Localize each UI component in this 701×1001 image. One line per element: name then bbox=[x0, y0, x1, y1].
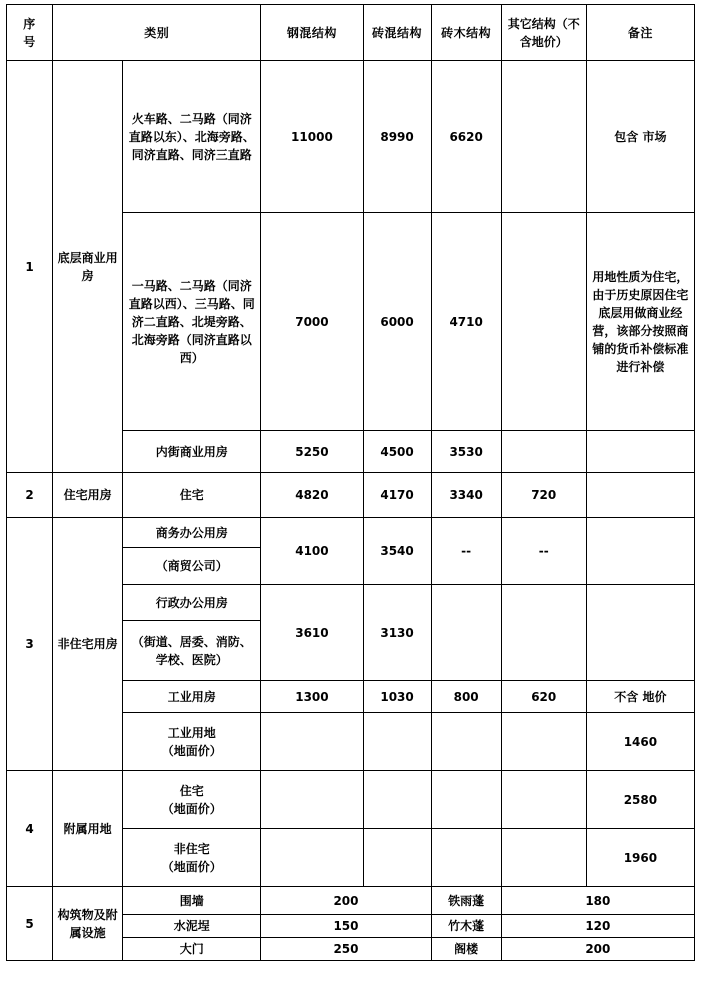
structure-name-b: 阁楼 bbox=[431, 938, 501, 961]
structure-name-b: 竹木蓬 bbox=[431, 915, 501, 938]
value-steel-concrete: 5250 bbox=[261, 431, 363, 473]
header-other-structure: 其它结构（不含地价） bbox=[501, 5, 586, 61]
sub-category: 一马路、二马路（同济直路以西）、三马路、同济二直路、北堤旁路、北海旁路（同济直路以西） bbox=[123, 213, 261, 431]
value-other bbox=[501, 829, 586, 887]
value-brick-concrete bbox=[363, 771, 431, 829]
row-remark bbox=[586, 585, 694, 681]
row-remark: 用地性质为住宅，由于历史原因住宅底层用做商业经营，该部分按照商铺的货币补偿标准进行补偿 bbox=[586, 213, 694, 431]
table-row bbox=[7, 887, 695, 915]
header-brick-wood: 砖木结构 bbox=[431, 5, 501, 61]
value-brick-wood bbox=[431, 585, 501, 681]
value-brick-concrete: 3540 bbox=[363, 518, 431, 585]
value-brick-wood bbox=[431, 771, 501, 829]
value-steel-concrete bbox=[261, 771, 363, 829]
value-brick-concrete: 4170 bbox=[363, 473, 431, 518]
row-category-5: 构筑物及附属设施 bbox=[53, 887, 123, 961]
row-index-3: 3 bbox=[7, 518, 53, 771]
sub-category bbox=[123, 771, 261, 829]
row-remark bbox=[586, 518, 694, 585]
sub-category: 内街商业用房 bbox=[123, 431, 261, 473]
value-steel-concrete bbox=[261, 713, 363, 771]
row-remark: 包含 市场 bbox=[586, 61, 694, 213]
structure-value-a: 150 bbox=[261, 915, 431, 938]
sub-category: 工业用房 bbox=[123, 681, 261, 713]
structure-value-b: 120 bbox=[501, 915, 694, 938]
header-index bbox=[7, 5, 53, 61]
value-steel-concrete: 4820 bbox=[261, 473, 363, 518]
table-header-row bbox=[7, 5, 695, 61]
document-page bbox=[0, 4, 701, 1001]
value-brick-wood: 4710 bbox=[431, 213, 501, 431]
header-index-line2: 号 bbox=[23, 34, 36, 49]
row-index-1: 1 bbox=[7, 61, 53, 473]
sub-category-line1: 非住宅 bbox=[173, 841, 210, 856]
row-remark: 2580 bbox=[586, 771, 694, 829]
structure-name-b: 铁雨蓬 bbox=[431, 887, 501, 915]
value-brick-wood bbox=[431, 829, 501, 887]
sub-category-line1: 工业用地 bbox=[167, 725, 216, 740]
table-row bbox=[7, 518, 695, 548]
value-brick-wood: 800 bbox=[431, 681, 501, 713]
value-other bbox=[501, 713, 586, 771]
header-steel-concrete: 钢混结构 bbox=[261, 5, 363, 61]
value-steel-concrete: 1300 bbox=[261, 681, 363, 713]
table-row bbox=[7, 61, 695, 213]
value-brick-wood: 3340 bbox=[431, 473, 501, 518]
value-brick-wood: -- bbox=[431, 518, 501, 585]
sub-category-line2: （地面价） bbox=[161, 801, 222, 816]
value-steel-concrete bbox=[261, 829, 363, 887]
row-remark: 1960 bbox=[586, 829, 694, 887]
value-other bbox=[501, 431, 586, 473]
structure-value-a: 200 bbox=[261, 887, 431, 915]
value-brick-concrete: 8990 bbox=[363, 61, 431, 213]
value-brick-wood bbox=[431, 713, 501, 771]
compensation-standards-table bbox=[6, 4, 695, 961]
value-steel-concrete: 11000 bbox=[261, 61, 363, 213]
sub-category-line1: 住宅 bbox=[179, 783, 204, 798]
structure-value-b: 180 bbox=[501, 887, 694, 915]
table-row bbox=[7, 771, 695, 829]
sub-category-note: （街道、居委、消防、学校、医院） bbox=[123, 621, 261, 681]
sub-category: 行政办公用房 bbox=[123, 585, 261, 621]
row-remark: 1460 bbox=[586, 713, 694, 771]
sub-category: 商务办公用房 bbox=[123, 518, 261, 548]
structure-value-a: 250 bbox=[261, 938, 431, 961]
value-other: 620 bbox=[501, 681, 586, 713]
row-remark bbox=[586, 473, 694, 518]
sub-category-line2: （地面价） bbox=[161, 743, 222, 758]
row-category-4: 附属用地 bbox=[53, 771, 123, 887]
sub-category-note: （商贸公司） bbox=[123, 548, 261, 585]
value-brick-concrete: 4500 bbox=[363, 431, 431, 473]
value-steel-concrete: 7000 bbox=[261, 213, 363, 431]
value-other bbox=[501, 213, 586, 431]
row-remark bbox=[586, 431, 694, 473]
value-brick-wood: 6620 bbox=[431, 61, 501, 213]
header-category: 类别 bbox=[53, 5, 261, 61]
row-index-4: 4 bbox=[7, 771, 53, 887]
value-other bbox=[501, 771, 586, 829]
sub-category-line2: （地面价） bbox=[161, 859, 222, 874]
header-brick-concrete: 砖混结构 bbox=[363, 5, 431, 61]
header-index-line1: 序 bbox=[23, 16, 36, 31]
value-brick-concrete: 3130 bbox=[363, 585, 431, 681]
value-brick-wood: 3530 bbox=[431, 431, 501, 473]
structure-name-a: 大门 bbox=[123, 938, 261, 961]
value-other: 720 bbox=[501, 473, 586, 518]
sub-category: 火车路、二马路（同济直路以东）、北海旁路、同济直路、同济三直路 bbox=[123, 61, 261, 213]
value-brick-concrete bbox=[363, 829, 431, 887]
structure-name-a: 围墙 bbox=[123, 887, 261, 915]
structure-value-b: 200 bbox=[501, 938, 694, 961]
row-category-2: 住宅用房 bbox=[53, 473, 123, 518]
row-index-5: 5 bbox=[7, 887, 53, 961]
sub-category bbox=[123, 829, 261, 887]
value-steel-concrete: 4100 bbox=[261, 518, 363, 585]
row-category-3: 非住宅用房 bbox=[53, 518, 123, 771]
value-brick-concrete: 1030 bbox=[363, 681, 431, 713]
value-other: -- bbox=[501, 518, 586, 585]
structure-name-a: 水泥埕 bbox=[123, 915, 261, 938]
value-brick-concrete bbox=[363, 713, 431, 771]
value-other bbox=[501, 585, 586, 681]
value-steel-concrete: 3610 bbox=[261, 585, 363, 681]
value-other bbox=[501, 61, 586, 213]
row-category-1: 底层商业用房 bbox=[53, 61, 123, 473]
table-row bbox=[7, 473, 695, 518]
value-brick-concrete: 6000 bbox=[363, 213, 431, 431]
sub-category: 住宅 bbox=[123, 473, 261, 518]
row-index-2: 2 bbox=[7, 473, 53, 518]
row-remark: 不含 地价 bbox=[586, 681, 694, 713]
sub-category bbox=[123, 713, 261, 771]
header-remark: 备注 bbox=[586, 5, 694, 61]
